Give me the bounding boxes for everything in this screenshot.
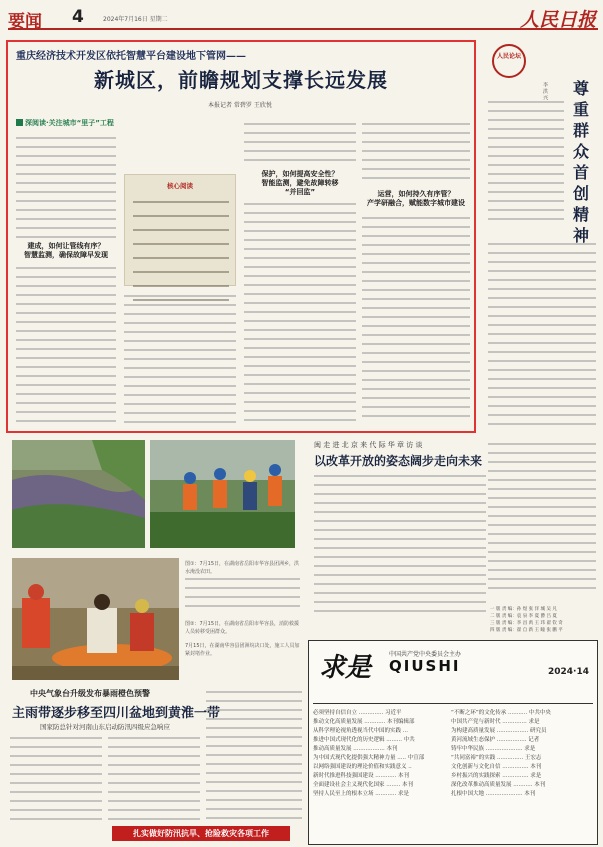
commentary-body-1 bbox=[488, 98, 564, 228]
toc-row[interactable] bbox=[313, 736, 593, 745]
toc-right: 文化创新与文化自信 ............... 本刊 bbox=[451, 764, 542, 770]
photo-caption-block bbox=[185, 575, 300, 615]
toc-right: “不断之环”的文化传承 ........... 中共中央 bbox=[451, 710, 551, 716]
section-label: 要闻 bbox=[8, 12, 42, 32]
toc-left: 为中国式现代化提供强大精神力量 ..... 中宣部 bbox=[313, 755, 425, 761]
deep-read-icon bbox=[16, 119, 23, 126]
page-number: 4 bbox=[72, 7, 84, 27]
article-column-1b bbox=[16, 264, 116, 429]
article-subhead-3: 运营，如何持久有序管？ 产学研融合，赋能数字城市建设 bbox=[367, 190, 465, 207]
qiushi-calligraphy: 求是 bbox=[319, 653, 372, 683]
weather-body-3 bbox=[206, 688, 302, 822]
weather-body-2 bbox=[108, 734, 200, 822]
toc-row[interactable] bbox=[313, 790, 593, 799]
qiushi-publisher: 中国共产党中央委员会主办 bbox=[389, 651, 462, 658]
toc-left: 从科学理论视角透视当代中国的实践 ... bbox=[313, 728, 408, 734]
issue-date: 2024年7月16日 星期二 bbox=[103, 16, 168, 23]
weather-body-1 bbox=[10, 734, 102, 822]
toc-right: “共同富裕”的实践 ............... 王宏志 bbox=[451, 755, 542, 761]
editors-list bbox=[490, 606, 563, 634]
toc-left: 全面建设社会主义现代化国家 ........ 本刊 bbox=[313, 782, 413, 788]
core-reading-title: 核心阅读 bbox=[167, 182, 193, 190]
toc-left: 推进中国式现代化的历史逻辑 ......... 中共 bbox=[313, 737, 415, 743]
highlighted-article[interactable] bbox=[6, 40, 476, 433]
article-column-1 bbox=[16, 134, 116, 242]
toc-left: 以网络强国建设的理论价值和实践意义 .. bbox=[313, 764, 412, 770]
article-subhead-1: 建成，如何让管线有序？ 智慧监测，确保故障早发现 bbox=[24, 242, 108, 259]
core-reading-box bbox=[124, 174, 236, 286]
toc-left: 推动高质量发展 .................. 本刊 bbox=[313, 746, 398, 752]
reform-title: 以改革开放的姿态阔步走向未来 bbox=[314, 454, 483, 468]
commentary-title: 尊重群众首创精神 bbox=[572, 79, 589, 245]
article-byline: 本报记者 常碧罗 王欣悦 bbox=[208, 102, 272, 109]
article-column-4 bbox=[362, 120, 470, 190]
flood-relief-banner: 扎实做好防汛抗旱、抢险救灾各项工作 bbox=[112, 826, 290, 841]
toc-left: 推动文化高质量发展 ............ 本刊编辑部 bbox=[313, 719, 415, 725]
toc-row[interactable] bbox=[313, 745, 593, 754]
photo-caption-3: 7月15日，在湖南华容县团洲垸决口处，施工人员加紧封堵作业。 bbox=[185, 643, 300, 657]
reform-article[interactable] bbox=[308, 440, 598, 630]
toc-right: 黄河流域生态保护 ................. 记者 bbox=[451, 737, 540, 743]
toc-row[interactable] bbox=[313, 727, 593, 736]
editor-line: 二 版 责 编：袁 泉 李 夏 爵 吕 夏 bbox=[490, 614, 557, 619]
qiushi-divider bbox=[313, 703, 593, 704]
article-column-3 bbox=[244, 120, 356, 170]
page-header bbox=[8, 6, 598, 30]
weather-kicker: 中央气象台升级发布暴雨橙色预警 bbox=[30, 689, 150, 698]
commentary-body-2 bbox=[488, 240, 596, 430]
photo-caption-2: 图②：7月15日，在湖南省岳阳市华容县，消防救援人员转移受困群众。 bbox=[185, 621, 300, 635]
weather-title: 主雨带逐步移至四川盆地到黄淮一带 bbox=[12, 706, 221, 721]
toc-right: 为构建高质量发展 .................. 研究员 bbox=[451, 728, 547, 734]
commentary-column[interactable] bbox=[486, 40, 598, 433]
toc-row[interactable] bbox=[313, 781, 593, 790]
toc-row[interactable] bbox=[313, 754, 593, 763]
photo-rescue-workers bbox=[150, 440, 295, 548]
toc-left: 坚持人民至上的根本立场 ............ 求是 bbox=[313, 791, 409, 797]
article-kicker: 重庆经济技术开发区依托智慧平台建设地下管网—— bbox=[16, 51, 246, 62]
reform-kicker: 闽 走 进 北 京 来 代 际 华 章 访 谈 bbox=[314, 441, 423, 449]
qiushi-issue: 2024·14 bbox=[548, 667, 589, 677]
toc-left: 必须坚持自信自立 .............. 习近平 bbox=[313, 710, 402, 716]
photo-caption-1: 图①：7月15日，在湖南省岳阳市华容县团洲乡，洪水淹没农田。 bbox=[185, 561, 300, 575]
weather-subtitle: 国家防总针对河南山东启动防汛四级应急响应 bbox=[40, 723, 170, 731]
photo-flooded-fields bbox=[12, 440, 145, 548]
editor-line: 三 版 责 编：李 昌 禹 王 玮 翟 钦 奇 bbox=[490, 621, 563, 626]
deep-read-text: 深阅读·关注城市“里子”工程 bbox=[25, 119, 114, 127]
reform-body bbox=[314, 472, 486, 622]
toc-row[interactable] bbox=[313, 718, 593, 727]
toc-right: 深化改革推动高质量发展 ........... 本刊 bbox=[451, 782, 546, 788]
toc-right: 扎根中国大地 ..................... 本刊 bbox=[451, 791, 536, 797]
editor-line: 四 版 责 编：翟 自 新 王 瞳 张 鹏 平 bbox=[490, 628, 563, 633]
article-headline: 新城区，前瞻规划支撑长远发展 bbox=[94, 68, 388, 92]
qiushi-advertisement[interactable] bbox=[308, 640, 598, 845]
toc-row[interactable] bbox=[313, 763, 593, 772]
article-subhead-2: 保护，如何提高安全性？ 智能监测，避免故障转移 “并回监” bbox=[261, 170, 339, 196]
toc-right: 铸牢中华民族 ..................... 求是 bbox=[451, 746, 536, 752]
qiushi-name: QIUSHI bbox=[389, 657, 461, 675]
toc-row[interactable] bbox=[313, 772, 593, 781]
toc-row[interactable] bbox=[313, 709, 593, 718]
toc-right: 中国共产党与新时代 .............. 求是 bbox=[451, 719, 540, 725]
deep-read-label bbox=[16, 118, 114, 128]
masthead-logo: 人民日报 bbox=[519, 9, 596, 31]
toc-right: 乡村振兴的实践探索 ............... 求是 bbox=[451, 773, 542, 779]
toc-left: 新时代推进科技强国建设 ............ 本刊 bbox=[313, 773, 409, 779]
qiushi-toc bbox=[313, 709, 593, 799]
article-column-4b bbox=[362, 214, 470, 429]
photo-boat-rescue bbox=[12, 558, 179, 680]
article-column-2 bbox=[124, 292, 236, 429]
editor-line: 一 版 责 编：孙 煜 张 洋 城 吴 凡 bbox=[490, 607, 557, 612]
people-forum-logo: 人民论坛 bbox=[492, 44, 526, 78]
article-column-3b bbox=[244, 200, 356, 429]
commentary-author: 李 洪 兴 bbox=[542, 82, 548, 101]
